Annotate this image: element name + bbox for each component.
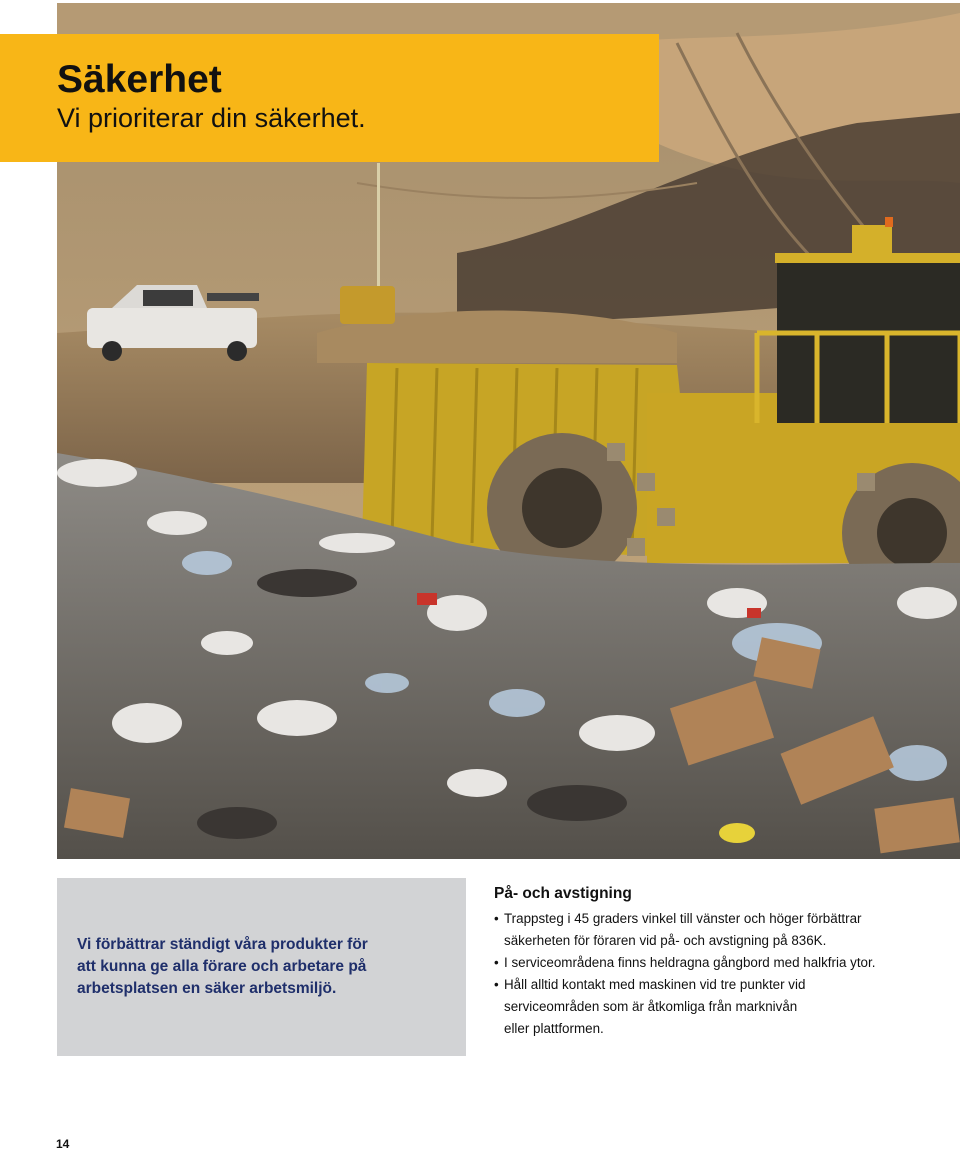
list-item-line: eller plattformen. [504, 1021, 604, 1036]
page-title: Säkerhet [57, 58, 222, 101]
list-item [494, 952, 934, 974]
intro-line: att kunna ge alla förare och arbetare på [77, 958, 367, 975]
list-item-line: säkerheten för föraren vid på- och avstigning på 836K. [504, 933, 827, 948]
safety-list [494, 908, 934, 1040]
list-item-line: I serviceområdena finns heldragna gångbord med halkfria ytor. [504, 955, 876, 970]
page-subtitle: Vi prioriterar din säkerhet. [57, 103, 366, 133]
page-number: 14 [56, 1137, 70, 1151]
section-heading: På- och avstigning [494, 885, 632, 902]
list-item [494, 908, 934, 952]
title-band [0, 34, 659, 162]
intro-box [57, 878, 466, 1056]
list-item-line: serviceområden som är åtkomliga från marknivån [504, 999, 798, 1014]
list-item-line: Håll alltid kontakt med maskinen vid tre punkter vid [504, 977, 806, 992]
bullet-icon: • [494, 977, 499, 992]
list-item [494, 974, 934, 1040]
intro-line: Vi förbättrar ständigt våra produkter för [77, 936, 368, 953]
list-item-line: Trappsteg i 45 graders vinkel till vänster och höger förbättrar [504, 911, 862, 926]
intro-line: arbetsplatsen en säker arbetsmiljö. [77, 980, 337, 997]
bullet-icon: • [494, 911, 499, 926]
bullet-icon: • [494, 955, 499, 970]
intro-text [77, 934, 448, 1000]
boarding-safety-section [494, 882, 934, 1040]
